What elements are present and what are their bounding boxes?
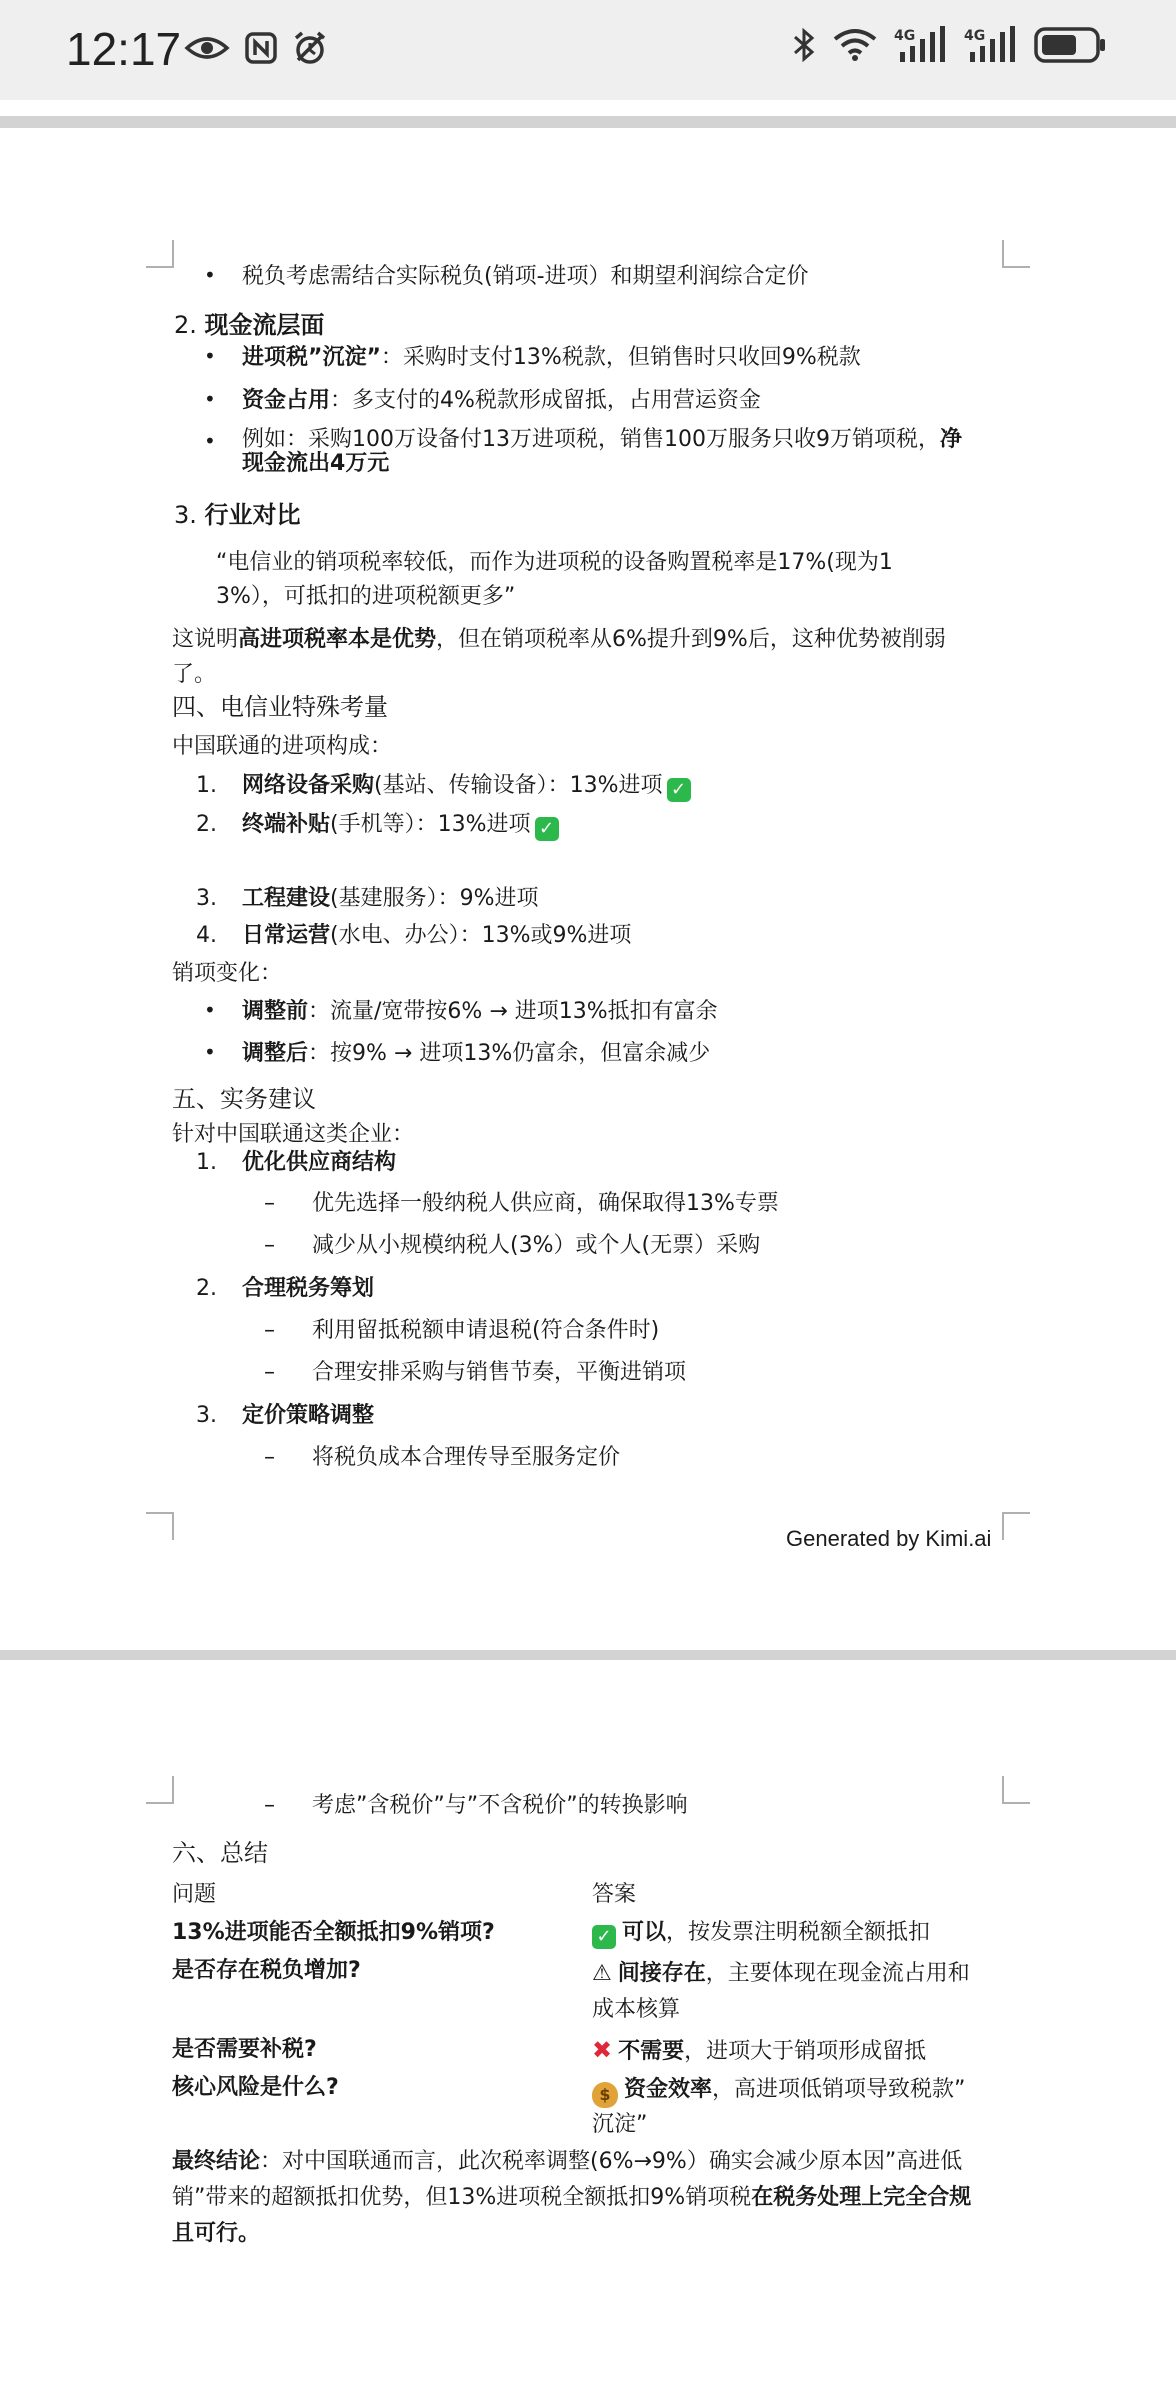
check-icon: ✓ (667, 778, 691, 802)
section-heading: 六、总结 (172, 1839, 268, 1867)
bullet-icon: • (204, 998, 216, 1022)
list-item: 定价策略调整 (242, 1403, 375, 1428)
signal-4g-icon (964, 26, 1018, 64)
paragraph: 中国联通的进项构成： (172, 734, 393, 759)
warning-icon: ⚠ (592, 1961, 612, 1986)
page-separator (0, 116, 1176, 128)
page-separator (0, 1650, 1176, 1660)
bullet-icon: • (204, 263, 216, 287)
list-item: 合理税务筹划 (242, 1276, 375, 1301)
table-cell-question: 13%进项能否全额抵扣9%销项? (172, 1920, 495, 1945)
sub-item: 优先选择一般纳税人供应商，确保取得13%专票 (312, 1191, 779, 1216)
crop-mark (1002, 1512, 1030, 1540)
alarm-icon (292, 30, 328, 66)
paragraph: 这说明高进项税率本是优势，但在销项税率从6%提升到9%后，这种优势被削弱 了。 (172, 627, 946, 687)
paragraph: 销项变化： (172, 961, 283, 986)
list-item: 1. (196, 1150, 217, 1175)
table-header-answer: 答案 (592, 1882, 637, 1907)
table-cell-question: 是否需要补税? (172, 2037, 317, 2062)
list-item: 3. (196, 1403, 217, 1428)
table-cell-question: 是否存在税负增加? (172, 1958, 361, 1983)
crop-mark (146, 240, 174, 268)
section-heading: 四、电信业特殊考量 (172, 693, 388, 721)
clock: 12:17 (66, 23, 182, 75)
list-item: 调整前：流量/宽带按6% → 进项13%抵扣有富余 (242, 999, 718, 1024)
list-item: 终端补贴(手机等）：13%进项 ✓ (242, 810, 559, 841)
eye-icon (184, 33, 230, 63)
check-icon: ✓ (535, 817, 559, 841)
sub-item-dash: – (264, 1445, 275, 1470)
table-cell-question: 核心风险是什么? (172, 2075, 339, 2100)
bluetooth-icon (792, 27, 816, 63)
sub-item-dash: – (264, 1318, 275, 1343)
table-header-question: 问题 (172, 1882, 217, 1907)
crop-mark (1002, 1776, 1030, 1804)
money-bag-icon: $ (592, 2082, 618, 2108)
list-item: 税负考虑需结合实际税负(销项-进项）和期望利润综合定价 (242, 264, 809, 289)
table-cell-answer: ✓ 可以，按发票注明税额全额抵扣 (592, 1918, 930, 1949)
sub-item: 将税负成本合理传导至服务定价 (312, 1445, 621, 1470)
section-heading: 2. 现金流层面 (174, 311, 325, 339)
crop-mark (146, 1776, 174, 1804)
list-item: 2. (196, 812, 217, 837)
list-item: 1. (196, 773, 217, 798)
table-cell-answer: ⚠ 间接存在，主要体现在现金流占用和 成本核算 (592, 1956, 970, 2028)
list-item: 优化供应商结构 (242, 1150, 397, 1175)
svg-text:4G: 4G (964, 28, 986, 44)
section-heading: 3. 行业对比 (174, 501, 301, 529)
list-item: 工程建设(基建服务）：9%进项 (242, 886, 539, 911)
sub-item-dash: – (264, 1191, 275, 1216)
list-item: 资金占用：多支付的4%税款形成留抵，占用营运资金 (242, 388, 761, 413)
bullet-icon: • (204, 344, 216, 368)
status-bar (0, 0, 1176, 100)
sub-item: 合理安排采购与销售节奏，平衡进销项 (312, 1360, 687, 1385)
list-item: 日常运营(水电、办公）：13%或9%进项 (242, 923, 632, 948)
check-icon: ✓ (592, 1925, 616, 1949)
crop-mark (146, 1512, 174, 1540)
sub-item-dash: – (264, 1793, 275, 1818)
sub-item-dash: – (264, 1233, 275, 1258)
sub-item: 考虑”含税价”与”不含税价”的转换影响 (312, 1793, 688, 1818)
table-cell-answer: ✖ 不需要，进项大于销项形成留抵 (592, 2036, 927, 2064)
cross-icon: ✖ (592, 2036, 613, 2064)
nfc-icon (244, 31, 278, 65)
svg-text:4G: 4G (894, 28, 916, 44)
signal-4g-icon (894, 26, 948, 64)
list-item: 例如：采购100万设备付13万进项税，销售100万服务只收9万销项税，净 现金流出4万元 (242, 427, 962, 476)
battery-icon (1034, 26, 1106, 64)
sub-item: 利用留抵税额申请退税(符合条件时) (312, 1318, 660, 1343)
table-cell-answer: $ 资金效率，高进项低销项导致税款” 沉淀” (592, 2077, 966, 2137)
bullet-icon: • (204, 387, 216, 411)
paragraph: 针对中国联通这类企业： (172, 1122, 415, 1147)
sub-item: 减少从小规模纳税人(3%）或个人(无票）采购 (312, 1233, 761, 1258)
wifi-icon (832, 27, 878, 63)
bullet-icon: • (204, 429, 216, 453)
list-item: 进项税”沉淀”：采购时支付13%税款，但销售时只收回9%税款 (242, 345, 861, 370)
block-quote: “电信业的销项税率较低，而作为进项税的设备购置税率是17%(现为1 3%），可抵扣的进项税额更多” (216, 550, 893, 609)
list-item: 3. (196, 886, 217, 911)
conclusion-paragraph: 最终结论：对中国联通而言，此次税率调整(6%→9%）确实会减少原本因”高进低 销”带来的超额抵扣优势，但13%进项税全额抵扣9%销项税在税务处理上完全合规 且可行。 (172, 2149, 972, 2246)
document-page-2 (0, 1660, 1176, 2400)
list-item: 2. (196, 1276, 217, 1301)
list-item: 调整后：按9% → 进项13%仍富余，但富余减少 (242, 1041, 711, 1066)
document-page-1 (0, 128, 1176, 1650)
sub-item-dash: – (264, 1360, 275, 1385)
crop-mark (1002, 240, 1030, 268)
list-item: 4. (196, 923, 217, 948)
section-heading: 五、实务建议 (172, 1085, 316, 1113)
bullet-icon: • (204, 1040, 216, 1064)
list-item: 网络设备采购(基站、传输设备）：13%进项 ✓ (242, 771, 691, 802)
footer-generated-by: Generated by Kimi.ai (786, 1526, 992, 1551)
